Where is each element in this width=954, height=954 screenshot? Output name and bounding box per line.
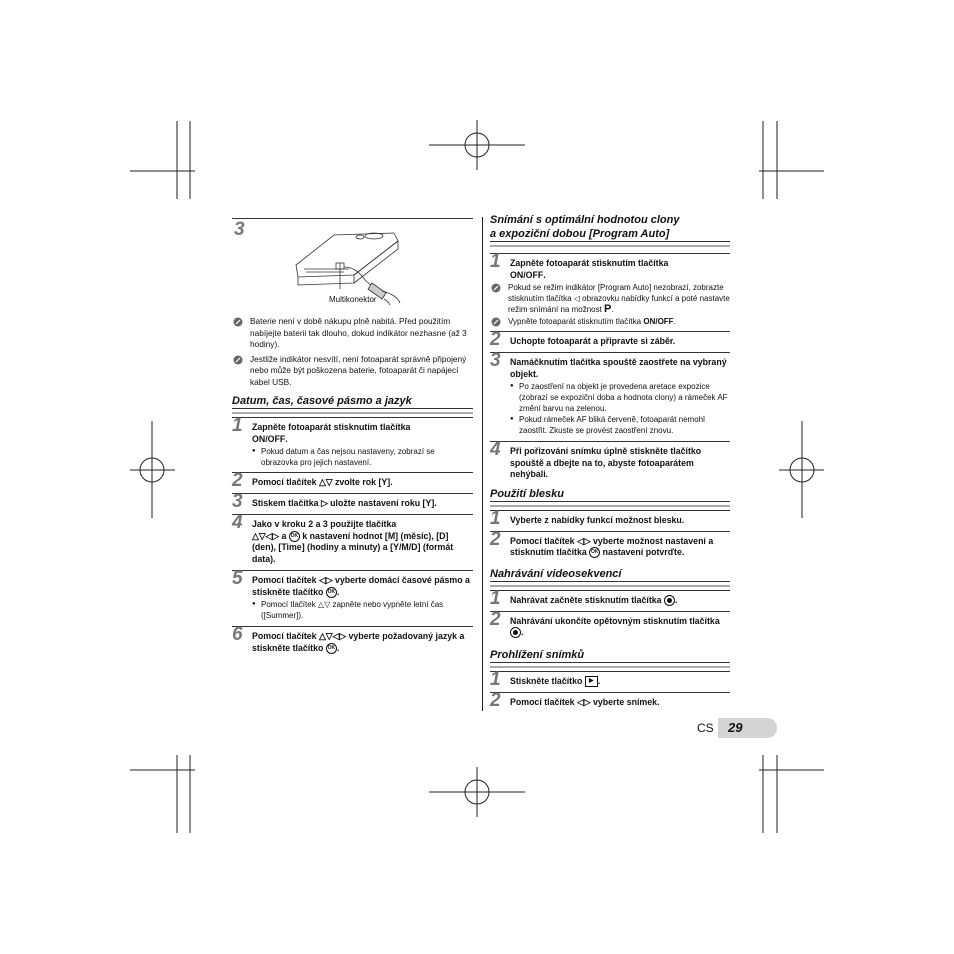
- step-text: Zapněte fotoaparát stisknutím tlačítka: [252, 422, 411, 432]
- camera-usb-illustration: [294, 227, 414, 305]
- p-step-3: [490, 352, 730, 441]
- step-number: 3: [232, 491, 243, 512]
- note: Pokud se režim indikátor [Program Auto] nezobrazí, zobrazte stisknutím tlačítka ◁ obrazovku nabídky funkcí a poté nastavte režim snímání na možnost P.: [490, 282, 730, 315]
- step-text-end: ].: [431, 498, 437, 508]
- record-button-icon: [510, 627, 521, 638]
- record-button-icon: [664, 595, 675, 606]
- f-step-1: [490, 507, 730, 531]
- step-text-rest: nastavení potvrďte.: [602, 547, 685, 557]
- step-number: 1: [490, 251, 501, 272]
- step-number: 6: [232, 624, 243, 645]
- note-text: Baterie není v době nákupu plně nabitá. Před použitím nabíjejte baterii tak dlouho, dokud indikátor nezhasne (až 3 hodiny).: [250, 316, 467, 349]
- note-pencil-icon: [233, 317, 243, 327]
- ok-button-icon: OK: [326, 643, 337, 654]
- step-2: [232, 472, 473, 493]
- section-title-video: Nahrávání videosekvencí: [490, 567, 622, 580]
- v-step-1: 1 Nahrávat začněte stisknutím tlačítka .: [490, 590, 730, 611]
- step-number: 2: [490, 528, 501, 550]
- f-step-2: [490, 528, 730, 567]
- step-number: 3: [234, 219, 245, 240]
- step-4: [232, 514, 473, 570]
- ok-button-icon: OK: [589, 547, 600, 558]
- bullet: ● Pomocí tlačítek △▽ zapněte nebo vypněte letní čas ([Summer]).: [252, 599, 473, 621]
- step-1: 1 Zapněte fotoaparát stisknutím tlačítka ON/OFF. ● Pokud datum a čas nejsou nastaveny, zobrazí se obrazovka pro jejich nastavení.: [232, 417, 473, 468]
- step-text: Pomocí tlačítek △▽ zvolte rok [: [252, 477, 382, 487]
- step-5: 5 Pomocí tlačítek ◁▷ vyberte domácí časové pásmo a stiskněte tlačítko OK . ● Pomocí tlačítek △▽ zapněte nebo vypněte letní čas ([Summer]).: [232, 570, 473, 626]
- bullet: ● Pokud datum a čas nejsou nastaveny, zobrazí se obrazovka pro jejich nastavení.: [252, 446, 473, 468]
- step-number: 1: [490, 668, 501, 690]
- bullet: ● Pokud rámeček AF bliká červeně, fotoaparát nemohl zaostřit. Zkuste se provést zaostření znovu.: [510, 414, 730, 436]
- step-text-keys: △▽◁▷ a: [252, 530, 287, 541]
- note: [232, 316, 473, 351]
- step-text: Stiskem tlačítka ▷ uložte nastavení roku [: [252, 498, 426, 508]
- page-number: 29: [718, 718, 777, 738]
- section-underline: [490, 241, 730, 247]
- title-line-2: a expoziční dobou [Program Auto]: [490, 228, 670, 240]
- section-title-program-auto: [490, 213, 730, 241]
- right-column: [490, 213, 730, 713]
- w-step-1: 1 Stiskněte tlačítko ▶ .: [490, 671, 730, 692]
- step-text: Nahrávání ukončíte opětovným stisknutím tlačítka: [510, 615, 720, 626]
- program-p-icon: P: [604, 303, 612, 315]
- step-text: Nahrávat začněte stisknutím tlačítka: [510, 594, 662, 605]
- section-title-playback: Prohlížení snímků: [490, 648, 585, 661]
- section-title-flash: Použití blesku: [490, 487, 564, 500]
- playback-button-icon: ▶: [585, 676, 598, 687]
- title-line-1: Snímání s optimální hodnotou clony: [490, 214, 680, 226]
- column-divider: [482, 217, 483, 711]
- note: Vypněte fotoaparát stisknutím tlačítka ON/OFF.: [490, 316, 730, 327]
- section-title-datetime: Datum, čas, časové pásmo a jazyk: [232, 395, 412, 407]
- v-step-2: 2 Nahrávání ukončíte opětovným stisknutím tlačítka .: [490, 611, 730, 648]
- step-text: Stiskněte tlačítko: [510, 675, 583, 686]
- section-underline: [490, 662, 730, 668]
- step-text: Vyberte z nabídky funkcí možnost blesku.: [510, 514, 685, 525]
- step-text: Jako v kroku 2 a 3 použijte tlačítka: [252, 519, 397, 529]
- note-pencil-icon: [491, 317, 501, 327]
- step-text: Pomocí tlačítek ◁▷ vyberte možnost nastavení a stisknutím tlačítka: [510, 535, 714, 557]
- step-text: Pomocí tlačítek ◁▷ vyberte snímek.: [510, 696, 660, 707]
- step-text-end: ].: [387, 477, 393, 487]
- step-number: 4: [232, 512, 243, 533]
- ok-button-icon: OK: [326, 587, 337, 598]
- ok-button-icon: OK: [289, 531, 300, 542]
- note: [232, 354, 473, 389]
- step-number: 1: [232, 415, 243, 436]
- step-number: 2: [490, 608, 501, 630]
- step-text: Pomocí tlačítek ◁▷ vyberte domácí časové pásmo a stiskněte tlačítko: [252, 575, 470, 597]
- step-text: Pomocí tlačítek △▽◁▷ vyberte požadovaný jazyk a stiskněte tlačítko: [252, 631, 465, 653]
- w-step-2: [490, 689, 730, 713]
- step-text: Uchopte fotoaparát a připravte si záběr.: [510, 336, 676, 346]
- step-text: Namáčknutím tlačítka spouště zaostřete na vybraný objekt.: [510, 357, 727, 379]
- step-number: 2: [490, 329, 501, 350]
- language-code: CS: [697, 721, 714, 735]
- step-3: [232, 493, 473, 514]
- step-number: 2: [232, 470, 243, 491]
- figure-label: Multikonektor: [329, 295, 377, 304]
- step-number: 5: [232, 568, 243, 589]
- step-text-rest: k nastavení hodnot [M] (měsíc), [D] (den), [Time] (hodiny a minuty) a [Y/M/D] (formát data).: [252, 530, 454, 564]
- bullet: ● Po zaostření na objekt je provedena aretace expozice (zobrazí se expoziční doba a hodnota clony) a rámeček AF změní barvu na zelenou.: [510, 381, 730, 414]
- note-text: Jestliže indikátor nesvítí, není fotoaparát správně připojený nebo může být poškozena baterie, fotoaparát či napájecí kabel USB.: [250, 353, 467, 387]
- on-off-key: ON/OFF: [510, 269, 544, 280]
- note-text: Vypněte fotoaparát stisknutím tlačítka: [508, 317, 642, 326]
- section-underline: [490, 581, 730, 587]
- on-off-key: ON/OFF: [643, 317, 674, 326]
- on-off-key: ON/OFF: [252, 433, 286, 444]
- step-6: 6 Pomocí tlačítek △▽◁▷ vyberte požadovaný jazyk a stiskněte tlačítko OK .: [232, 626, 473, 654]
- year-label: Y: [381, 477, 388, 487]
- note-pencil-icon: [233, 355, 243, 365]
- p-step-1: 1 Zapněte fotoaparát stisknutím tlačítka ON/OFF.: [490, 253, 730, 281]
- note-text: Pokud se režim indikátor [Program Auto] nezobrazí, zobrazte stisknutím tlačítka ◁ obrazovku nabídky funkcí a poté nastavte režim snímání na možnost: [508, 283, 730, 314]
- section-underline: [232, 408, 473, 414]
- year-label: Y: [425, 498, 432, 508]
- step-number: 2: [490, 689, 501, 711]
- left-column: [232, 218, 473, 654]
- step-number: 4: [490, 439, 501, 460]
- p-step-2: [490, 331, 730, 352]
- step-number: 3: [490, 350, 501, 371]
- p-step-4: [490, 441, 730, 487]
- note-pencil-icon: [491, 283, 501, 293]
- step-text: Zapněte fotoaparát stisknutím tlačítka: [510, 258, 669, 268]
- step-text: Při pořizování snímku úplně stiskněte tlačítko spouště a dbejte na to, abyste fotoaparátem nehýbali.: [510, 446, 702, 479]
- step-number: 1: [490, 507, 501, 529]
- section-underline: [490, 501, 730, 507]
- step-number: 1: [490, 587, 501, 609]
